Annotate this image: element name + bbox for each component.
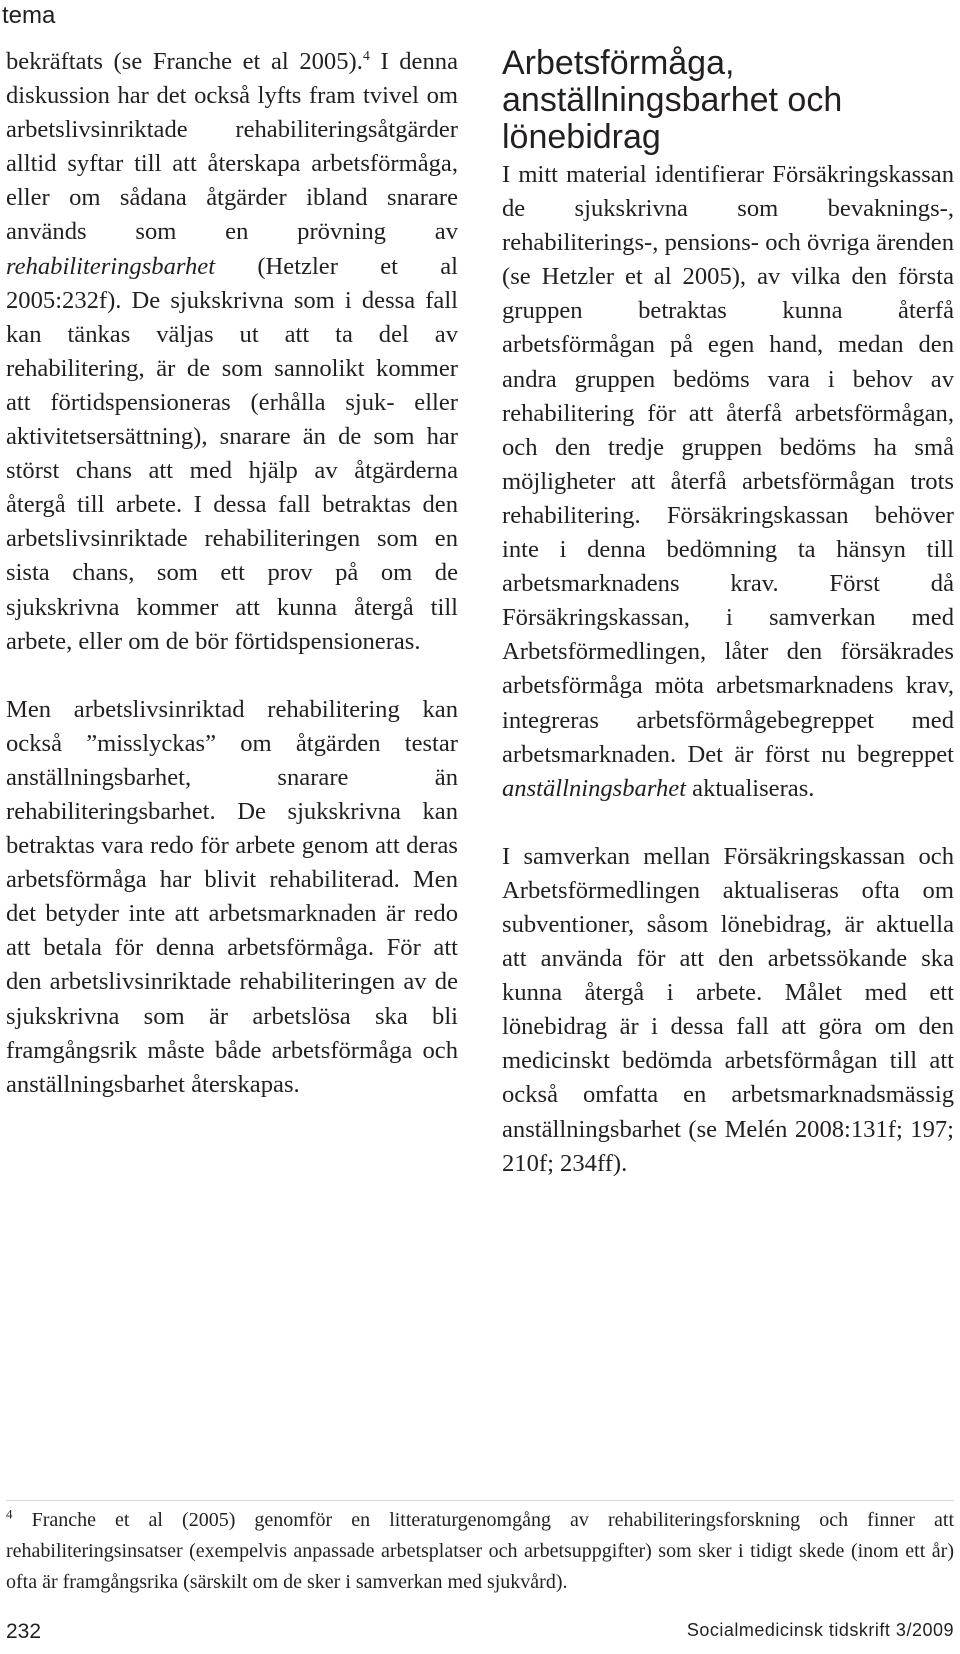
- footnote-text: Franche et al (2005) genomför en litteraturgenomgång av rehabiliteringsforskning och finner att rehabiliteringsinsatser (exempelvis anpassade arbetsplatser och arbetsuppgifter) som sker i tidigt skede (inom ett år) ofta är framgångsrika (särskilt om de sker i samverkan med sjukvård).: [6, 1509, 954, 1593]
- left-paragraph-1: [6, 45, 458, 659]
- paragraph-gap: [502, 806, 954, 840]
- footnote-marker: 4: [6, 1506, 13, 1522]
- right-p1-text-b: aktualiseras.: [686, 774, 815, 802]
- section-tag: tema: [2, 2, 56, 29]
- left-p1-text-c: (Hetzler et al 2005:232f). De sjukskrivna som i dessa fall kan tänkas väljas ut att ta del av rehabilitering, är de som sannolikt kommer att förtidspensioneras (erhålla sjuk- eller aktivitetsersättning), snarare än de som har störst chans att med hjälp av åtgärderna återgå till arbete. I dessa fall betraktas den arbetslivsinriktade rehabiliteringen som en sista chans, som ett prov på om de sjukskrivna kommer att kunna återgå till arbete, eller om de bör förtidspensioneras.: [6, 252, 458, 655]
- footnote-divider: [6, 1500, 954, 1501]
- left-column: [6, 45, 458, 1102]
- section-heading: Arbetsförmåga, anställningsbarhet och lönebidrag: [502, 44, 843, 156]
- left-p1-text-a: bekräftats (se Franche et al 2005).: [6, 48, 363, 75]
- footnote: [6, 1505, 954, 1598]
- left-paragraph-2: Men arbetslivsinriktad rehabilitering kan också ”misslyckas” om åtgärden testar anställningsbarhet, snarare än rehabiliteringsbarhet. De sjukskrivna kan betraktas vara redo för arbete genom att deras arbetsförmåga har blivit rehabiliterad. Men det betyder inte att arbetsmarknaden är redo att betala för denna arbetsförmåga. För att den arbetslivsinriktade rehabiliteringen av de sjukskrivna som är arbetslösa ska bli framgångsrik måste både arbetsförmåga och anställningsbarhet återskapas.: [6, 695, 458, 1098]
- right-p1-text-a: I mitt material identifierar Försäkringskassan de sjukskrivna som bevaknings-, rehabiliterings-, pensions- och övriga ärenden (se Hetzler et al 2005), av vilka den första gruppen betraktas kunna återfå arbetsförmågan på egen hand, medan den andra gruppen bedöms vara i behov av rehabilitering för att återfå arbetsförmågan, och den tredje gruppen bedöms ha små möjligheter att återfå arbetsförmågan trots rehabilitering. Försäkringskassan behöver inte i denna bedömning ta hänsyn till arbetsmarknadens krav. Först då Försäkringskassan, i samverkan med Arbetsförmedlingen, låter den försäkrades arbetsförmåga möta arbetsmarknadens krav, integreras arbetsförmågebegreppet med arbetsmarknaden. Det är först nu begreppet: [502, 161, 954, 768]
- left-p1-text-b: I denna diskussion har det också lyfts fram tvivel om arbetslivsinriktade rehabiliteringsåtgärder alltid syftar till att återskapa arbetsförmåga, eller om sådana åtgärder ibland snarare används som en prövning av: [6, 48, 458, 246]
- right-column: [502, 45, 954, 1181]
- right-paragraph-1: [502, 158, 954, 806]
- left-p1-italic-term: rehabiliteringsbarhet: [6, 252, 216, 280]
- paragraph-gap: [6, 659, 458, 693]
- right-paragraph-2: I samverkan mellan Försäkringskassan och Arbetsförmedlingen aktualiseras ofta om subventioner, såsom lönebidrag, är aktuella att använda för att den arbetssökande ska kunna återgå i arbete. Målet med ett lönebidrag är i dessa fall att göra om den medicinskt bedömda arbetsförmågan till att också omfatta en arbetsmarknadsmässig anställningsbarhet (se Melén 2008:131f; 197; 210f; 234ff).: [502, 842, 954, 1177]
- page-number: 232: [6, 1620, 42, 1643]
- footnote-reference: 4: [362, 48, 370, 64]
- journal-name: Socialmedicinsk tidskrift 3/2009: [686, 1620, 954, 1640]
- right-p1-italic-term: anställningsbarhet: [502, 774, 687, 802]
